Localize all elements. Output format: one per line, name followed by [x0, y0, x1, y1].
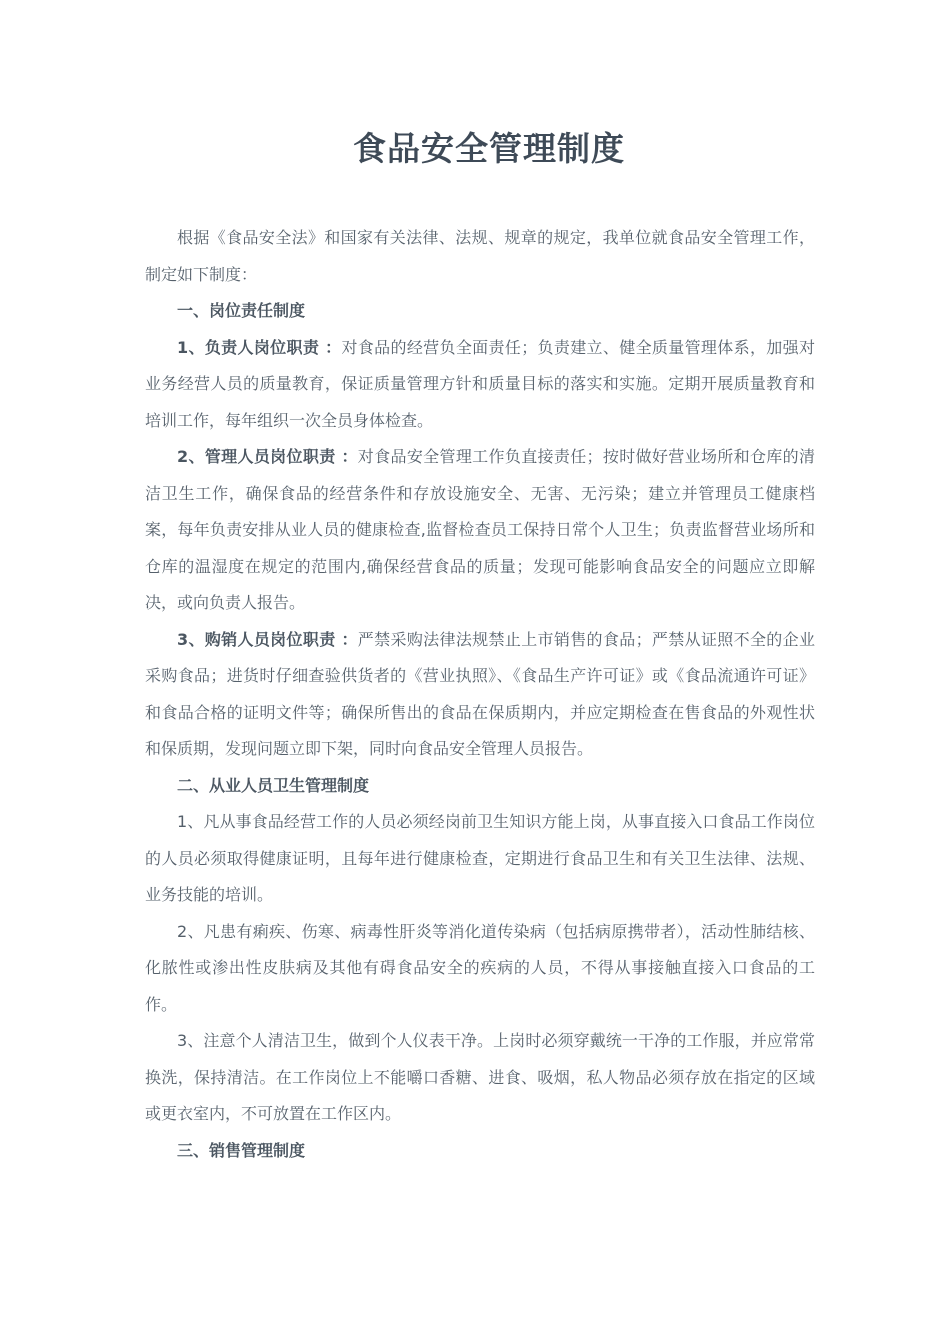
- section-heading-3: 三、销售管理制度: [177, 1140, 306, 1160]
- document-body: [145, 220, 815, 1169]
- item-text: 严禁采购法律法规禁止上市销售的食品；严禁从证照不全的企业采购食品；进货时仔细查验供货者的《营业执照》、《食品生产许可证》或《食品流通许可证》和食品合格的证明文件等；确保所售出的食品在保质期内，并应定期检查在售食品的外观性状和保质期，发现问题立即下架，同时向食品安全管理人员报告。: [145, 629, 815, 758]
- intro-paragraph: 根据《食品安全法》和国家有关法律、法规、规章的规定，我单位就食品安全管理工作，制定如下制度：: [145, 228, 815, 284]
- item-lead: 2、管理人员岗位职责 ：: [177, 447, 358, 466]
- section-heading-1: 一、岗位责任制度: [177, 301, 306, 320]
- item-text: 对食品的经营负全面责任；负责建立、健全质量管理体系，加强对业务经营人员的质量教育，保证质量管理方针和质量目标的落实和实施。定期开展质量教育和培训工作，每年组织一次全员身体检查。: [145, 337, 815, 430]
- section-2-item-1: 1、凡从事食品经营工作的人员必须经岗前卫生知识方能上岗，从事直接入口食品工作岗位的人员必须取得健康证明，且每年进行健康检查，定期进行食品卫生和有关卫生法律、法规、业务技能的培训。: [145, 812, 815, 904]
- item-lead: 1、负责人岗位职责 ：: [177, 337, 342, 357]
- document-title: 食品安全管理制度: [353, 129, 625, 168]
- section-2-item-3: 3、注意个人清洁卫生，做到个人仪表干净。上岗时必须穿戴统一干净的工作服，并应常常换洗，保持清洁。在工作岗位上不能嚼口香糖、进食、吸烟，私人物品必须存放在指定的区域或更衣室内，不可放置在工作区内。: [145, 1031, 815, 1123]
- item-text: 对食品安全管理工作负直接责任；按时做好营业场所和仓库的清洁卫生工作，确保食品的经营条件和存放设施安全、无害、无污染；建立并管理员工健康档案，每年负责安排从业人员的健康检查,监督检查员工保持日常个人卫生；负责监督营业场所和仓库的温湿度在规定的范围内,确保经营食品的质量；发现可能影响食品安全的问题应立即解决，或向负责人报告。: [145, 447, 815, 612]
- section-1-item-2: [145, 439, 815, 622]
- section-1-item-1: [145, 330, 815, 440]
- section-2-item-2: 2、凡患有痢疾、伤寒、病毒性肝炎等消化道传染病（包括病原携带者），活动性肺结核、化脓性或渗出性皮肤病及其他有碍食品安全的疾病的人员，不得从事接触直接入口食品的工作。: [145, 921, 815, 1014]
- section-1-item-3: [145, 622, 815, 768]
- item-lead: 3、购销人员岗位职责 ：: [177, 629, 358, 649]
- section-heading-2: 二、从业人员卫生管理制度: [177, 775, 370, 795]
